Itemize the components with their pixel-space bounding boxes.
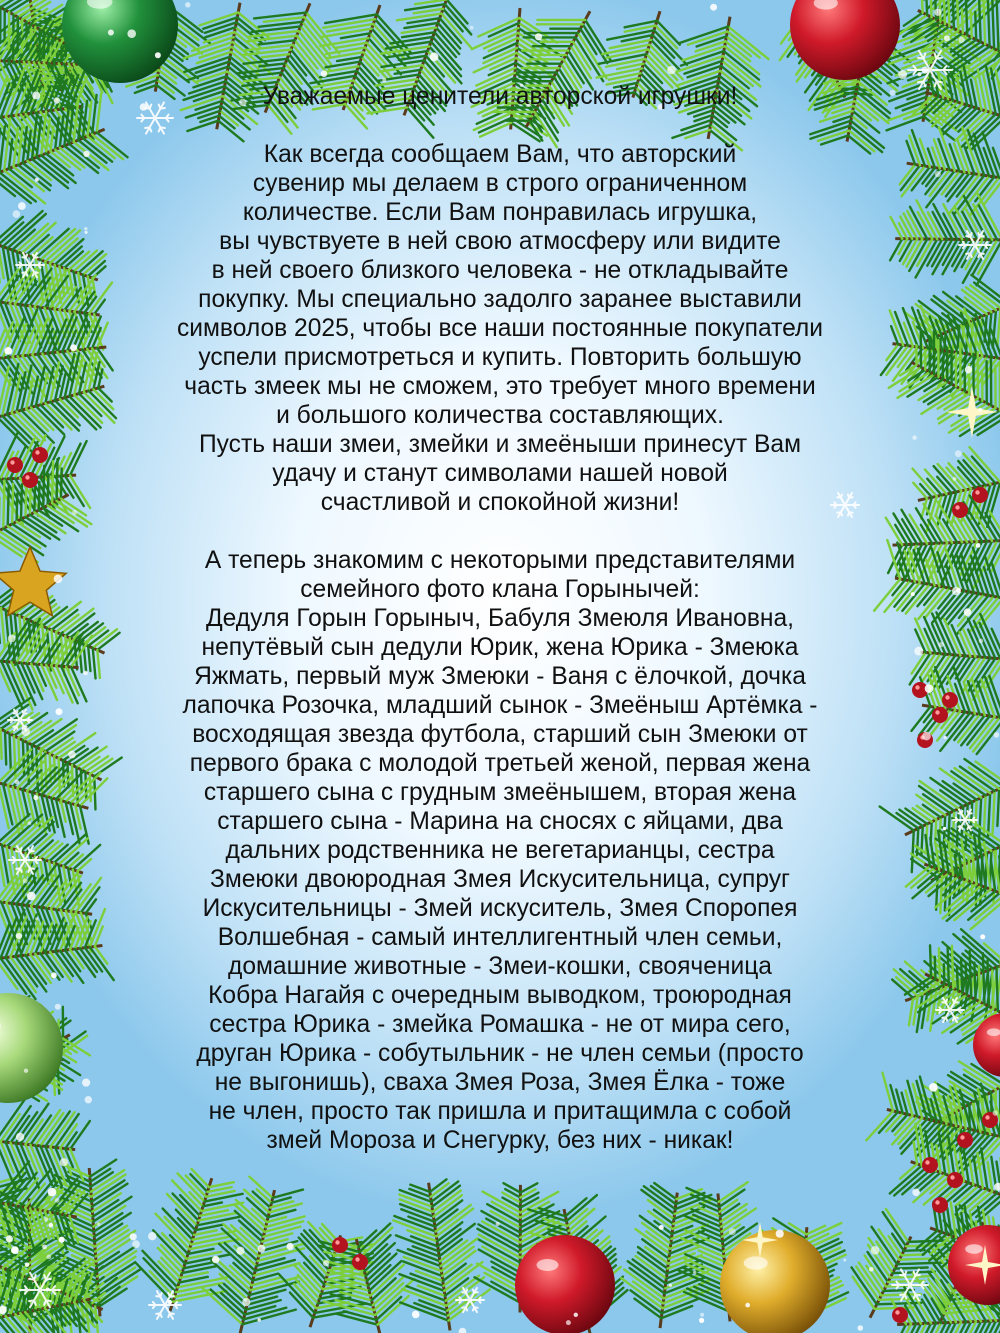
text-line: А теперь знакомим с некоторыми представителями	[204, 547, 796, 574]
snowflake-icon	[59, 1237, 65, 1243]
snowflake-icon	[168, 1300, 172, 1304]
snowflake-icon	[978, 408, 982, 412]
text-line: символов 2025, чтобы все наши постоянные покупатели	[176, 315, 824, 342]
snowflake-icon	[776, 1230, 784, 1238]
text-line: вы чувствуете в ней свою атмосферу или видите	[219, 228, 781, 255]
snowflake-icon	[693, 1271, 696, 1274]
holly-berry-icon	[7, 457, 23, 473]
snowflake-icon	[699, 1318, 704, 1323]
holly-berry-icon	[332, 1237, 348, 1253]
snowflake-icon	[16, 1133, 24, 1141]
text-line: семейного фото клана Горынычей:	[300, 576, 700, 603]
snowflake-icon	[980, 934, 985, 939]
snowflake-icon	[470, 26, 474, 30]
text-line: не член, просто так пришла и притащимла с собой	[208, 1098, 792, 1125]
text-line: удачу и станут символами нашей новой	[272, 460, 728, 487]
snowflake-icon	[47, 1255, 52, 1260]
snowflake-icon	[898, 70, 907, 79]
snowflake-icon	[32, 91, 40, 99]
text-line: Волшебная - самый интеллигентный член семьи,	[217, 924, 783, 951]
snowflake-icon	[430, 52, 439, 61]
text-line: в ней своего близкого человека - не откладывайте	[211, 257, 789, 284]
snowflake-icon	[257, 1318, 261, 1322]
text-line: сестра Юрика - змейка Ромашка - не от мира сего,	[209, 1011, 791, 1038]
text-line: домашние животные - Змеи-кошки, свояченица	[228, 953, 772, 980]
snowflake-icon	[33, 1312, 37, 1316]
snowflake-icon	[35, 917, 38, 920]
snowflake-icon	[934, 9, 941, 16]
snowflake-icon	[858, 1325, 864, 1331]
snowflake-icon	[456, 1288, 484, 1312]
text-line: первого брака с молодой третьей женой, первая жена	[189, 750, 811, 777]
text-line: Яжмать, первый муж Змеюки - Ваня с ёлочкой, дочка	[194, 663, 806, 690]
snowflake-icon	[8, 635, 16, 643]
snowflake-icon	[155, 52, 161, 58]
snowflake-icon	[843, 1259, 846, 1262]
text-line: лапочка Розочка, младший сынок - Змеёныш Артёмка -	[182, 692, 818, 719]
holly-berry-icon	[352, 1254, 368, 1270]
snowflake-icon	[496, 1222, 500, 1226]
snowflake-icon	[4, 347, 12, 355]
text-line: змей Мороза и Снегурку, без них - никак!	[266, 1127, 734, 1154]
snowflake-icon	[535, 33, 542, 40]
snowflake-icon	[258, 1245, 266, 1253]
text-line: старшего сына - Марина на сносях с яйцами, два	[217, 808, 783, 835]
snowflake-icon	[49, 1223, 54, 1228]
snowflake-icon	[965, 366, 972, 373]
snowflake-icon	[922, 67, 929, 74]
snowflake-icon	[148, 1232, 156, 1240]
snowflake-icon	[917, 72, 921, 76]
holly-berry-icon	[972, 487, 988, 503]
snowflake-icon	[35, 178, 39, 182]
snowflake-icon	[323, 1260, 329, 1266]
text-line: и большого количества составляющих.	[276, 402, 724, 429]
snowflake-icon	[127, 29, 136, 38]
snowflake-icon	[97, 1222, 100, 1225]
holly-berry-icon	[22, 472, 38, 488]
family-list-paragraph	[40, 546, 960, 1155]
snowflake-icon	[958, 37, 964, 43]
christmas-ornament-icon	[515, 1235, 615, 1333]
text-line: успели присмотреться и купить. Повторить большую	[198, 344, 802, 371]
snowflake-icon	[574, 1313, 578, 1317]
snowflake-icon	[24, 1069, 28, 1073]
snowflake-icon	[23, 878, 28, 883]
snowflake-icon	[700, 1313, 704, 1317]
text-line: Искусительницы - Змей искуситель, Змея Споропея	[202, 895, 798, 922]
text-line: количестве. Если Вам понравилась игрушка,	[242, 199, 758, 226]
snowflake-icon	[212, 1256, 220, 1264]
snowflake-icon	[993, 1110, 998, 1115]
snowflake-icon	[566, 1320, 571, 1325]
snowflake-icon	[33, 795, 38, 800]
snowflake-icon	[710, 4, 717, 11]
snowflake-icon	[21, 727, 30, 736]
snowflake-icon	[27, 892, 36, 901]
snowflake-icon	[130, 1233, 137, 1240]
text-line: непутёвый сын дедули Юрик, жена Юрика - Змеюка	[201, 634, 799, 661]
snowflake-icon	[185, 2, 190, 7]
snowflake-icon	[18, 202, 26, 210]
snowflake-icon	[321, 70, 328, 77]
snowflake-icon	[994, 732, 1000, 738]
snowflake-icon	[6, 1235, 13, 1242]
snowflake-icon	[659, 1225, 664, 1230]
snowflake-icon	[12, 210, 20, 218]
snowflake-icon	[236, 1247, 244, 1255]
snowflake-icon	[459, 1328, 467, 1333]
snowflake-icon	[25, 1263, 29, 1267]
text-line: старшего сына с грудным змеёнышем, вторая жена	[203, 779, 797, 806]
snowflake-icon	[667, 66, 676, 75]
greeting-heading: Уважаемые ценители авторской игрушки!	[262, 83, 738, 110]
snowflake-icon	[16, 933, 22, 939]
text-line: Как всегда сообщаем Вам, что авторский	[263, 141, 737, 168]
snowflake-icon	[11, 1246, 19, 1254]
snowflake-icon	[964, 608, 972, 616]
text-line: друган Юрика - собутыльник - не член семьи (просто	[196, 1040, 804, 1067]
snowflake-icon	[132, 1240, 140, 1248]
snowflake-icon	[944, 35, 950, 41]
snowflake-icon	[412, 1311, 420, 1319]
text-line: покупку. Мы специально задолго заранее выставили	[198, 286, 802, 313]
snowflake-icon	[242, 1298, 250, 1306]
text-line: Змеюки двоюродная Змея Искусительница, супруг	[209, 866, 791, 893]
holly-berry-icon	[892, 1307, 908, 1323]
text-line: дальних родственника не вегетарианцы, сестра	[225, 837, 775, 864]
text-line: восходящая звезда футбола, старший сын Змеюки от	[192, 721, 808, 748]
snowflake-icon	[46, 1288, 50, 1292]
text-line: Дедуля Горын Горыныч, Бабуля Змеюля Ивановна,	[206, 605, 794, 632]
text-line: Кобра Нагайя с очередным выводком, троюродная	[208, 982, 792, 1009]
text-line: часть змеек мы не сможем, это требует много времени	[184, 373, 816, 400]
letter-text	[40, 82, 960, 1222]
snowflake-icon	[42, 1245, 47, 1250]
announcement-paragraph	[40, 140, 960, 517]
snowflake-icon	[28, 821, 32, 825]
text-line: счастливой и спокойной жизни!	[320, 489, 680, 516]
snowflake-icon	[871, 1246, 880, 1255]
snowflake-icon	[729, 1228, 736, 1235]
text-line: сувенир мы делаем в строго ограниченном	[252, 170, 748, 197]
snowflake-icon	[287, 1243, 294, 1250]
snowflake-icon	[669, 1284, 672, 1287]
text-line: не выгонишь), сваха Змея Роза, Змея Ёлка - тоже	[214, 1069, 786, 1096]
snowflake-icon	[15, 780, 20, 785]
snowflake-icon	[745, 1303, 750, 1308]
snowflake-icon	[869, 1267, 874, 1272]
text-line: Пусть наши змеи, змейки и змеёныши принесут Вам	[198, 431, 801, 458]
snowflake-icon	[979, 639, 984, 644]
snowflake-icon	[108, 30, 114, 36]
snowflake-icon	[976, 543, 981, 548]
